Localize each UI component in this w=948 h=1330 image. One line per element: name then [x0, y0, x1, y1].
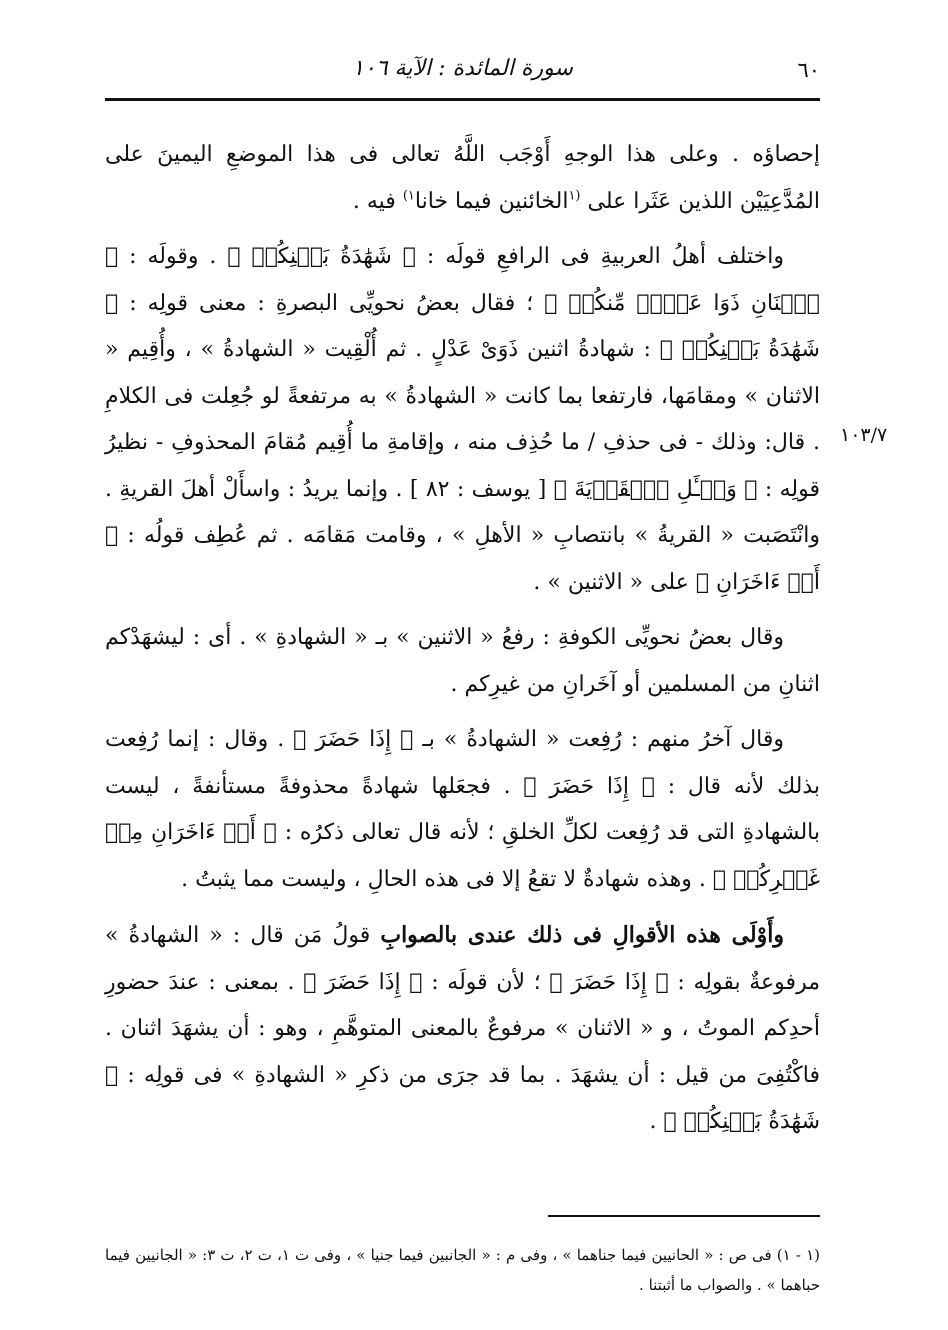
page-number: ٦٠ — [797, 58, 820, 82]
body-text — [105, 132, 820, 1155]
paragraph-2: واختلف أهلُ العربيةِ فى الرافعِ قولَه : ﴿ شَهَٰدَةُ بَيۡنِكُمۡ ﴾ . وقولَه : ﴿ ٱثۡنَانِ ذَوَا عَدۡلٖ مِّنكُمۡ ﴾ ؛ فقال بعضُ نحويِّى البصرةِ : معنى قولِه : ﴿ شَهَٰدَةُ بَيۡنِكُمۡ ﴾ : شهادةُ اثنين ذَوَىْ عَدْلٍ . ثم أُلْقِيت « الشهادةُ » ، وأُقِيم « الاثنان » ومقامَها، فارتفعا بما كانت « الشهادةُ » به مرتفعةً لو جُعِلت فى الكلامِ . قال: وذلك - فى حذفِ / ما حُذِف منه ، وإقامةِ ما أُقِيم مُقامَ المحذوفِ - نظيرُ قولِه : ﴿ وَسۡـَٔلِ ٱلۡقَرۡيَةَ ﴾ [ يوسف : ٨٢ ] . وإنما يريدُ : واسأَلْ أهلَ القريةِ . وانْتَصَبت « القريةُ » بانتصابِ « الأهلِ » ، وقامت مَقامَه . ثم عُطِف قولُه : ﴿ أَوۡ ءَاخَرَانِ ﴾ على « الاثنين » . — [105, 244, 820, 595]
paragraph-3: وقال بعضُ نحويِّى الكوفةِ : رفعُ « الاثنين » بـ « الشهادةِ » . أى : ليشهَدْكم اثنانِ من المسلمين أو آخَرانِ من غيرِكم . — [105, 625, 820, 697]
page-header — [105, 40, 820, 90]
margin-page-reference: ١٠٣/٧ — [840, 424, 888, 446]
paragraph-1-text-b: الخائنين فيما خانا — [414, 188, 569, 214]
footnote: (١ - ١) فى ص : « الحانيين فيما جناهما » ، وفى م : « الجانبين فيما جنيا » ، وفى ت ١، ت ٢، ت ٣: « الجانيين فيما حباهما » . والصواب ما أثبتنا . — [105, 1246, 820, 1294]
paragraph-4: وقال آخرُ منهم : رُفِعت « الشهادةُ » بـ ﴿ إِذَا حَضَرَ ﴾ . وقال : إنما رُفِعت بذلك لأنه قال : ﴿ إِذَا حَضَرَ ﴾ . فجعَلها شهادةً محذوفةً مستأنفةً ، ليست بالشهادةِ التى قد رُفِعت لكلِّ الخلقِ ؛ لأنه قال تعالى ذكرُه : ﴿ أَوۡ ءَاخَرَانِ مِنۡ غَيۡرِكُمۡ ﴾ . وهذه شهادةٌ لا تقعُ إلا فى هذه الحالِ ، وليست مما يثبتُ . — [105, 727, 820, 892]
footnote-ref-close: ١) — [402, 188, 415, 204]
header-rule — [105, 98, 820, 101]
paragraph-5-bold-lead: وأَوْلَى هذه الأقوالِ فى ذلك عندى بالصوابِ — [380, 922, 784, 948]
paragraph-1 — [105, 132, 820, 225]
paragraph-5-text: قولُ مَن قال : « الشهادةُ » مرفوعةٌ بقولِه : ﴿ إِذَا حَضَرَ ﴾ ؛ لأن قولَه : ﴿ إِذَا حَضَرَ ﴾ . بمعنى : عندَ حضورِ أحدِكم الموتُ ، و « الاثنان » مرفوعٌ بالمعنى المتوهَّمِ ، وهو : أن يشهَدَ اثنان . فاكْتُفِىَ من قيل : أن يشهَدَ . بما قد جرَى من ذكرِ « الشهادةِ » فى قولِه : ﴿ شَهَٰدَةُ بَيۡنِكُمۡ ﴾ . — [105, 923, 820, 1134]
paragraph-1-text-c: فيه . — [352, 188, 403, 214]
running-title: سورة المائدة : الآية ١٠٦ — [352, 56, 573, 81]
paragraph-5 — [105, 912, 820, 1146]
paragraph-1-text-a: إحصاؤه . وعلى هذا الوجهِ أَوْجَب اللَّهُ تعالى فى هذا الموضعِ اليمينَ على المُدَّعِيَيْن اللذين عَثَرا على — [105, 142, 820, 214]
footnote-rule — [548, 1215, 820, 1217]
footnote-ref-open: (١ — [568, 188, 581, 204]
